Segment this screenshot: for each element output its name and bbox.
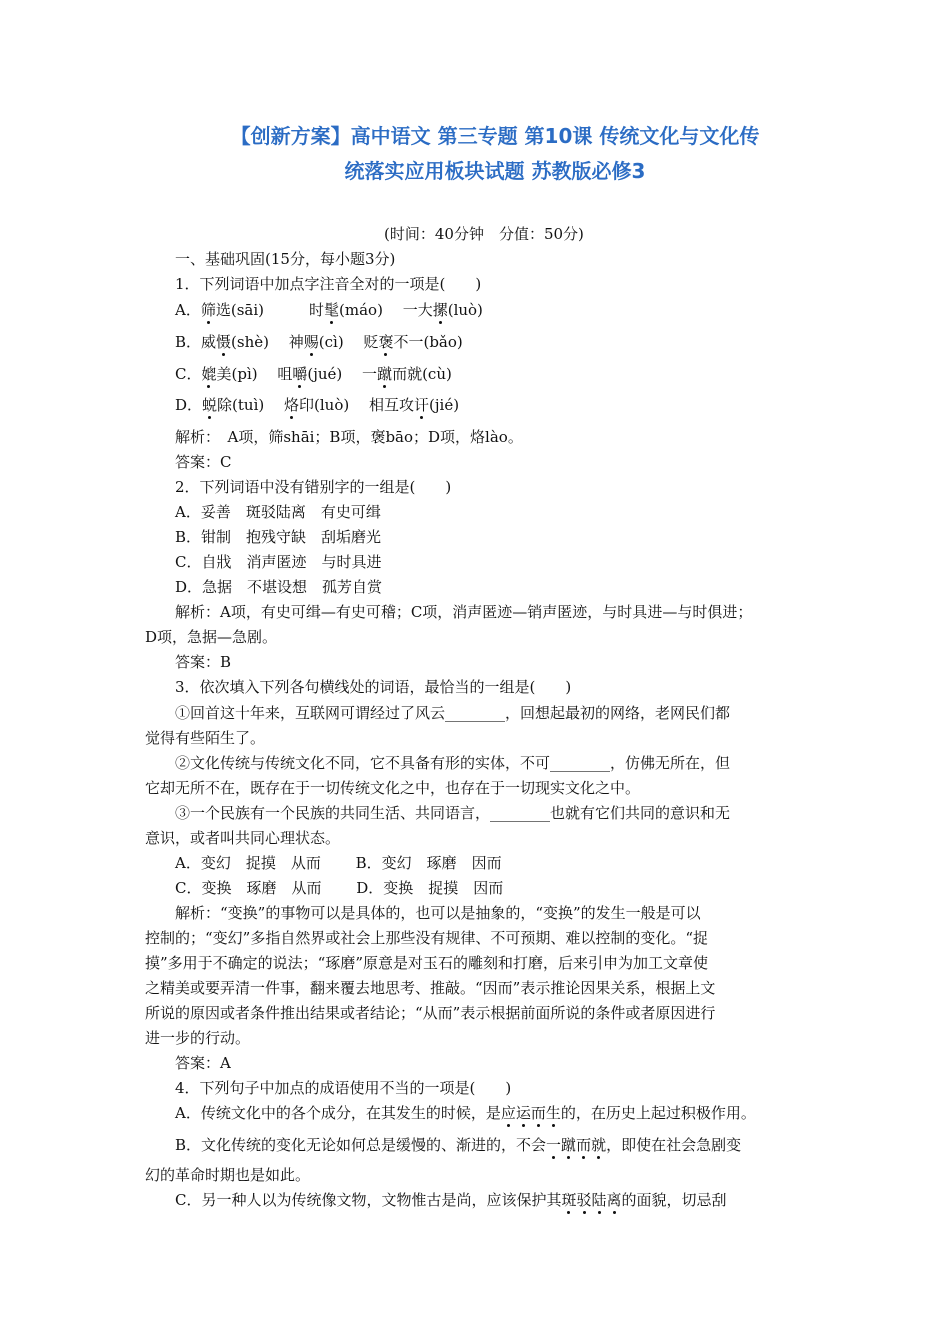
text-line: C．变换 琢磨 从而 D．变换 捉摸 因而	[175, 879, 504, 897]
emphasis-dot-char: 赐	[303, 333, 319, 351]
emphasis-dot-char: 摞	[432, 301, 448, 319]
text-line: 解析：A项，有史可缉—有史可稽；C项，消声匿迹—销声匿迹，与时具进—与时俱进；	[175, 603, 753, 621]
emphasis-dot-char: 慑	[216, 333, 232, 351]
emphasis-dot-char: 生	[545, 1104, 561, 1122]
text-line: ③一个民族有一个民族的共同生活、共同语言，________也就有它们共同的意识和无	[175, 804, 731, 822]
text-line: 答案：B	[175, 653, 232, 671]
text-line: 答案：A	[175, 1054, 231, 1072]
text-line: 解析：“变换”的事物可以是具体的，也可以是抽象的，“变换”的发生一般是可以	[175, 904, 701, 922]
text-line: 解析： A项，筛shāi；B项，褒bāo；D项，烙lào。	[175, 428, 523, 446]
text-line: 1．下列词语中加点字注音全对的一项是( )	[175, 275, 482, 293]
emphasis-dot-char: 蜕	[202, 396, 218, 414]
text-line: B．威慑(shè) 神赐(cì) 贬褒不一(bǎo)	[175, 333, 463, 351]
text-line: 3．依次填入下列各句横线处的词语，最恰当的一组是( )	[175, 678, 572, 696]
text-line: 意识，或者叫共同心理状态。	[145, 829, 341, 847]
text-line: D．急据 不堪设想 孤芳自赏	[175, 578, 383, 596]
text-line: A．筛选(sāi) 时髦(máo) 一大摞(luò)	[175, 301, 483, 319]
text-line: 进一步的行动。	[145, 1029, 251, 1047]
emphasis-dot-char: 陆	[591, 1191, 607, 1209]
text-line: B．文化传统的变化无论如何总是缓慢的、渐进的，不会一蹴而就，即使在社会急剧变	[175, 1136, 742, 1154]
text-line: A．传统文化中的各个成分，在其发生的时候，是应运而生的，在历史上起过积极作用。	[175, 1104, 756, 1122]
text-line: A．变幻 捉摸 从而 B．变幻 琢磨 因而	[175, 854, 502, 872]
text-line: C．媲美(pì) 咀嚼(jué) 一蹴而就(cù)	[175, 365, 452, 383]
emphasis-dot-char: 褒	[378, 333, 394, 351]
text-line: 答案：C	[175, 453, 232, 471]
text-line: ②文化传统与传统文化不同，它不具备有形的实体，不可________，仿佛无所在，但	[175, 754, 731, 772]
emphasis-dot-char: 媲	[201, 365, 217, 383]
text-line: D项，急据—急剧。	[145, 628, 278, 646]
emphasis-dot-char: 筛	[200, 301, 216, 319]
text-line: ①回首这十年来，互联网可谓经过了风云________，回想起最初的网络，老网民们都	[175, 704, 731, 722]
text-line: 摸”多用于不确定的说法；“琢磨”原意是对玉石的雕刻和打磨，后来引申为加工文章使	[145, 954, 709, 972]
emphasis-dot-char: 就	[591, 1136, 607, 1154]
text-line: 所说的原因或者条件推出结果或者结论；“从而”表示根据前面所说的条件或者原因进行	[145, 1004, 716, 1022]
emphasis-dot-char: 运	[515, 1104, 531, 1122]
text-line: (时间：40分钟 分值：50分)	[384, 225, 584, 243]
text-line: C．另一种人以为传统像文物，文物惟古是尚，应该保护其斑驳陆离的面貌，切忌刮	[175, 1191, 727, 1209]
page-title-continued: 统落实应用板块试题 苏教版必修3	[344, 159, 646, 183]
text-line: 它却无所不在，既存在于一切传统文化之中，也存在于一切现实文化之中。	[145, 779, 641, 797]
text-line: B．钳制 抱残守缺 刮垢磨光	[175, 528, 382, 546]
text-line: 2．下列词语中没有错别字的一组是( )	[175, 478, 452, 496]
emphasis-dot-char: 而	[530, 1104, 546, 1122]
emphasis-dot-char: 髦	[324, 301, 340, 319]
page-title: 【创新方案】高中语文 第三专题 第10课 传统文化与文化传	[230, 124, 760, 148]
emphasis-dot-char: 而	[576, 1136, 592, 1154]
text-line: 控制的；“变幻”多指自然界或社会上那些没有规律、不可预期、难以控制的变化。“捉	[145, 929, 709, 947]
text-line: 之精美或要弄清一件事，翻来覆去地思考、推敲。“因而”表示推论因果关系，根据上文	[145, 979, 716, 997]
text-line: 4．下列句子中加点的成语使用不当的一项是( )	[175, 1079, 512, 1097]
emphasis-dot-char: 烙	[284, 396, 300, 414]
emphasis-dot-char: 驳	[576, 1191, 592, 1209]
text-line: 幻的革命时期也是如此。	[145, 1166, 311, 1184]
emphasis-dot-char: 讦	[414, 396, 430, 414]
emphasis-dot-char: 离	[606, 1191, 622, 1209]
emphasis-dot-char: 蹴	[561, 1136, 577, 1154]
text-line: C．自戕 消声匿迹 与时具进	[175, 553, 382, 571]
emphasis-dot-char: 蹴	[377, 365, 393, 383]
emphasis-dot-char: 应	[500, 1104, 516, 1122]
emphasis-dot-char: 一	[546, 1136, 562, 1154]
emphasis-dot-char: 斑	[561, 1191, 577, 1209]
emphasis-dot-char: 嚼	[292, 365, 308, 383]
text-line: 觉得有些陌生了。	[145, 729, 266, 747]
text-line: 一、基础巩固(15分，每小题3分)	[175, 250, 396, 268]
text-line: D．蜕除(tuì) 烙印(luò) 相互攻讦(jié)	[175, 396, 460, 414]
text-line: A．妥善 斑驳陆离 有史可缉	[175, 503, 381, 521]
